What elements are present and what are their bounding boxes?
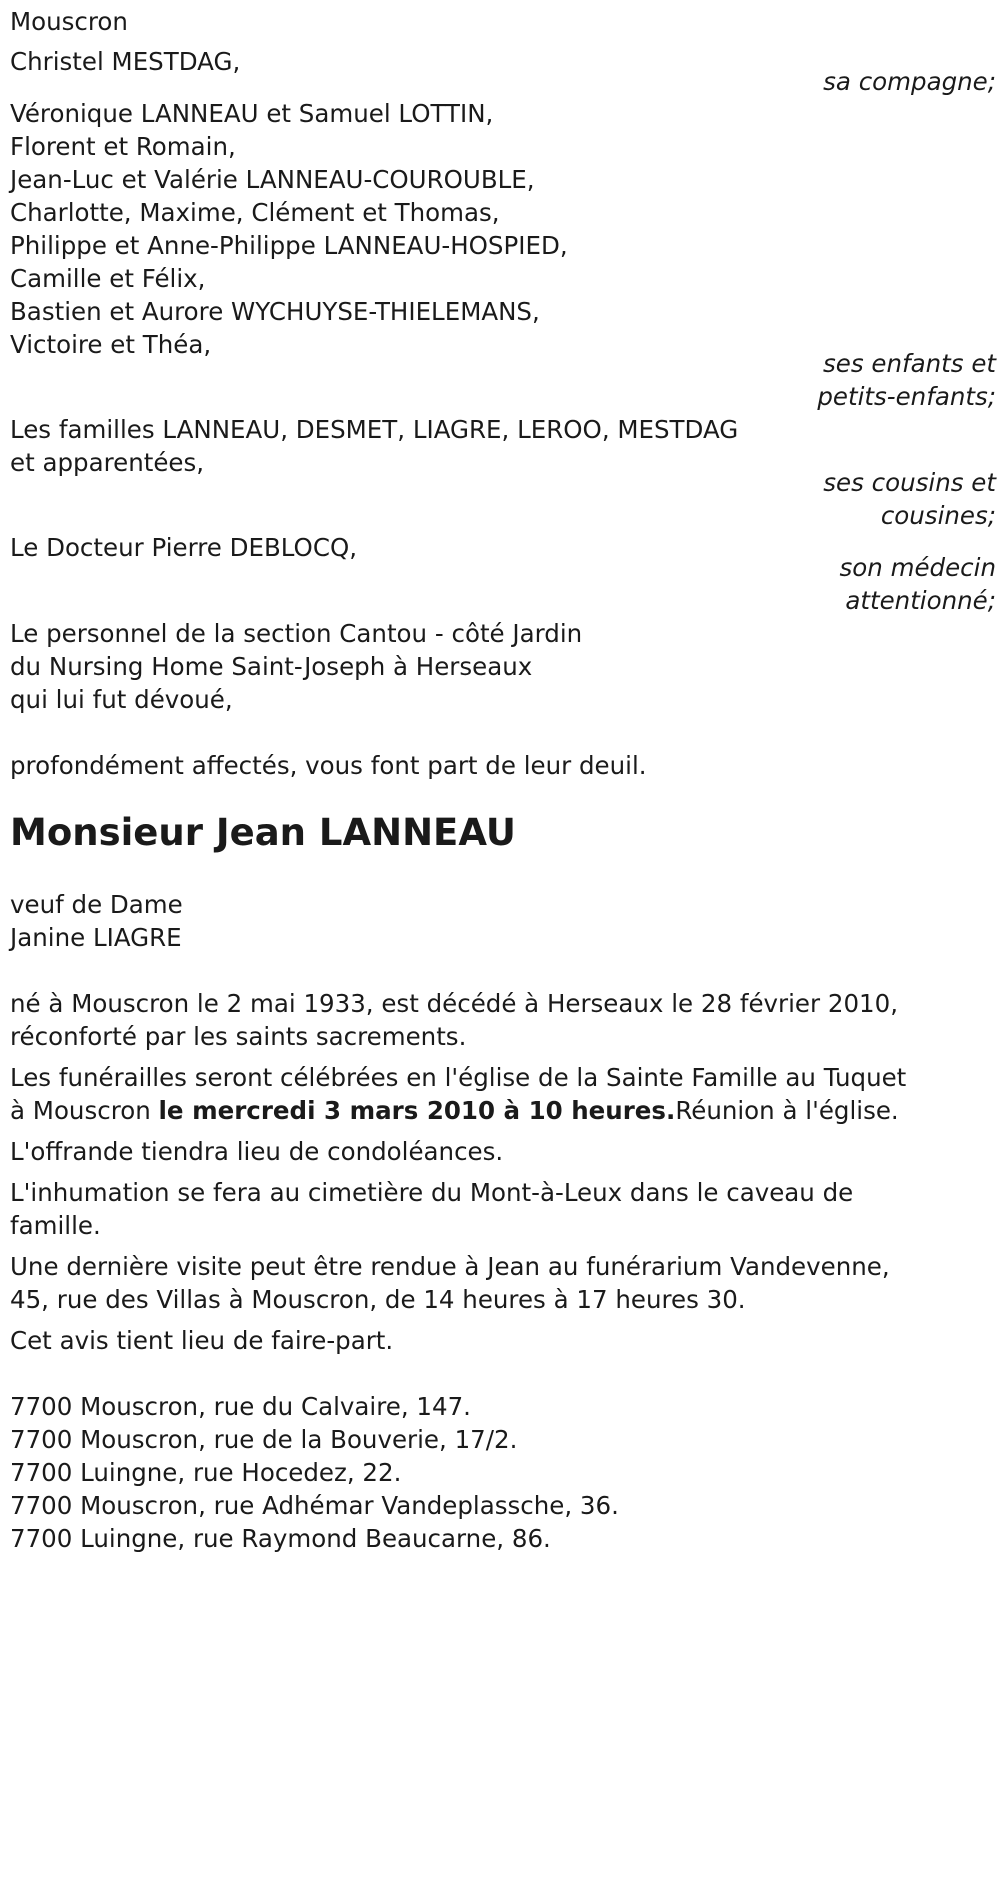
families-line-2: et apparentées, [10,448,205,477]
doctor-role-line-2: attentionné; [845,586,996,615]
children-line-3: Jean-Luc et Valérie LANNEAU-COUROUBLE, [10,165,535,194]
city-header: Mouscron [10,7,128,36]
visit-line-2: 45, rue des Villas à Mouscron, de 14 heures à 17 heures 30. [10,1285,746,1314]
funeral-line-1: Les funérailles seront célébrées en l'église de la Sainte Famille au Tuquet [10,1063,907,1092]
families-role-line-2: cousines; [880,501,996,530]
children-line-6: Camille et Félix, [10,264,206,293]
partner-name: Christel MESTDAG, [10,47,241,76]
families-role-line-1: ses cousins et [823,468,996,497]
visit-line-1: Une dernière visite peut être rendue à Jean au funérarium Vandevenne, [10,1252,890,1281]
children-role-line-2: petits-enfants; [817,382,996,411]
doctor-name: Le Docteur Pierre DEBLOCQ, [10,533,358,562]
funeral-date: le mercredi 3 mars 2010 à 10 heures. [158,1096,676,1125]
address-line-5: 7700 Luingne, rue Raymond Beaucarne, 86. [10,1524,551,1553]
children-role-line-1: ses enfants et [823,349,996,378]
announcement: profondément affectés, vous font part de leur deuil. [10,751,647,780]
staff-line-1: Le personnel de la section Cantou - côté Jardin [10,619,583,648]
burial-line-2: famille. [10,1211,101,1240]
funeral-suffix: Réunion à l'église. [675,1096,899,1125]
children-line-7: Bastien et Aurore WYCHUYSE-THIELEMANS, [10,297,540,326]
partner-role: sa compagne; [823,67,996,96]
children-line-8: Victoire et Théa, [10,330,212,359]
widow-line-1: veuf de Dame [10,890,183,919]
funeral-prefix: à Mouscron [10,1096,159,1125]
address-line-2: 7700 Mouscron, rue de la Bouverie, 17/2. [10,1425,518,1454]
children-line-2: Florent et Romain, [10,132,236,161]
born-line-2: réconforté par les saints sacrements. [10,1022,467,1051]
staff-line-2: du Nursing Home Saint-Joseph à Herseaux [10,652,533,681]
funeral-line-2 [10,1091,899,1131]
children-line-5: Philippe et Anne-Philippe LANNEAU-HOSPIED, [10,231,568,260]
staff-line-3: qui lui fut dévoué, [10,685,233,714]
burial-line-1: L'inhumation se fera au cimetière du Mont-à-Leux dans le caveau de [10,1178,854,1207]
widow-line-2: Janine LIAGRE [10,923,182,952]
notice-line: Cet avis tient lieu de faire-part. [10,1326,394,1355]
born-line-1: né à Mouscron le 2 mai 1933, est décédé à Herseaux le 28 février 2010, [10,989,898,1018]
address-line-1: 7700 Mouscron, rue du Calvaire, 147. [10,1392,471,1421]
offering-line: L'offrande tiendra lieu de condoléances. [10,1137,504,1166]
children-line-4: Charlotte, Maxime, Clément et Thomas, [10,198,500,227]
children-line-1: Véronique LANNEAU et Samuel LOTTIN, [10,99,494,128]
doctor-role-line-1: son médecin [839,553,996,582]
address-line-3: 7700 Luingne, rue Hocedez, 22. [10,1458,402,1487]
families-line-1: Les familles LANNEAU, DESMET, LIAGRE, LEROO, MESTDAG [10,415,739,444]
address-line-4: 7700 Mouscron, rue Adhémar Vandeplassche, 36. [10,1491,619,1520]
deceased-name: Monsieur Jean LANNEAU [10,811,516,854]
